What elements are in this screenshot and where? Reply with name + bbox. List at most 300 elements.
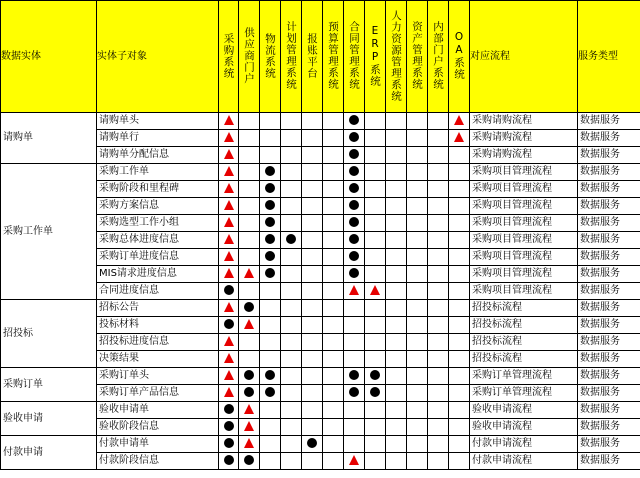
table-row xyxy=(1,436,640,453)
system-mark-cell xyxy=(344,453,365,470)
triangle-icon xyxy=(224,183,234,193)
header-system-label: 预算管理系统 xyxy=(327,21,339,90)
flow-cell: 采购项目管理流程 xyxy=(470,215,578,232)
table-row xyxy=(1,113,640,130)
dot-icon xyxy=(349,166,359,176)
system-mark-cell xyxy=(323,351,344,368)
system-mark-cell xyxy=(449,113,470,130)
system-mark-cell xyxy=(219,453,239,470)
header-system-label: 采购系统 xyxy=(222,32,235,79)
system-mark-cell xyxy=(260,266,281,283)
system-mark-cell xyxy=(323,317,344,334)
header-flow: 对应流程 xyxy=(470,1,578,113)
system-mark-cell xyxy=(344,300,365,317)
system-mark-cell xyxy=(323,436,344,453)
dot-icon xyxy=(349,387,359,397)
system-mark-cell xyxy=(260,164,281,181)
triangle-icon xyxy=(244,438,254,448)
system-mark-cell xyxy=(302,453,323,470)
system-mark-cell xyxy=(323,181,344,198)
system-mark-cell xyxy=(407,317,428,334)
system-mark-cell xyxy=(281,164,302,181)
system-mark-cell xyxy=(407,334,428,351)
dot-icon xyxy=(265,200,275,210)
system-mark-cell xyxy=(365,402,386,419)
service-type-cell: 数据服务 xyxy=(578,402,640,419)
dot-icon xyxy=(244,387,254,397)
system-mark-cell xyxy=(302,249,323,266)
system-mark-cell xyxy=(365,147,386,164)
system-mark-cell xyxy=(428,402,449,419)
table-row xyxy=(1,232,640,249)
system-mark-cell xyxy=(239,368,260,385)
service-type-cell: 数据服务 xyxy=(578,300,640,317)
system-mark-cell xyxy=(281,300,302,317)
system-mark-cell xyxy=(344,113,365,130)
sub-object-cell: 采购阶段和里程碑 xyxy=(97,181,219,198)
system-mark-cell xyxy=(365,453,386,470)
flow-cell: 招投标流程 xyxy=(470,351,578,368)
service-type-cell: 数据服务 xyxy=(578,147,640,164)
system-mark-cell xyxy=(386,402,407,419)
table-row xyxy=(1,453,640,470)
system-mark-cell xyxy=(365,317,386,334)
system-mark-cell xyxy=(428,436,449,453)
triangle-icon xyxy=(224,115,234,125)
system-mark-cell xyxy=(365,113,386,130)
system-mark-cell xyxy=(260,419,281,436)
table-row xyxy=(1,300,640,317)
sub-object-cell: 采购订单头 xyxy=(97,368,219,385)
system-mark-cell xyxy=(302,436,323,453)
system-mark-cell xyxy=(260,113,281,130)
dot-icon xyxy=(224,438,234,448)
system-mark-cell xyxy=(428,419,449,436)
system-mark-cell xyxy=(428,130,449,147)
system-mark-cell xyxy=(428,215,449,232)
system-mark-cell xyxy=(386,385,407,402)
system-mark-cell xyxy=(365,351,386,368)
system-mark-cell xyxy=(344,334,365,351)
system-mark-cell xyxy=(386,368,407,385)
system-mark-cell xyxy=(365,334,386,351)
system-mark-cell xyxy=(407,249,428,266)
triangle-icon xyxy=(454,132,464,142)
system-mark-cell xyxy=(449,300,470,317)
triangle-icon xyxy=(224,149,234,159)
dot-icon xyxy=(265,370,275,380)
system-mark-cell xyxy=(344,402,365,419)
table-row xyxy=(1,368,640,385)
entity-cell: 采购订单 xyxy=(1,368,97,402)
system-mark-cell xyxy=(219,334,239,351)
table-row xyxy=(1,164,640,181)
flow-cell: 招投标流程 xyxy=(470,300,578,317)
system-mark-cell xyxy=(365,130,386,147)
system-mark-cell xyxy=(407,147,428,164)
dot-icon xyxy=(349,217,359,227)
triangle-icon xyxy=(224,217,234,227)
system-mark-cell xyxy=(302,198,323,215)
system-mark-cell xyxy=(260,368,281,385)
dot-icon xyxy=(224,421,234,431)
system-mark-cell xyxy=(239,130,260,147)
system-mark-cell xyxy=(239,453,260,470)
header-system-label: 物流系统 xyxy=(264,32,276,79)
sub-object-cell: 验收申请单 xyxy=(97,402,219,419)
system-mark-cell xyxy=(344,266,365,283)
system-mark-cell xyxy=(386,164,407,181)
dot-icon xyxy=(224,319,234,329)
system-mark-cell xyxy=(449,334,470,351)
system-mark-cell xyxy=(386,198,407,215)
system-mark-cell xyxy=(302,334,323,351)
system-mark-cell xyxy=(428,334,449,351)
sub-object-cell: 采购订单进度信息 xyxy=(97,249,219,266)
sub-object-cell: 采购选型工作小组 xyxy=(97,215,219,232)
system-mark-cell xyxy=(219,436,239,453)
dot-icon xyxy=(265,268,275,278)
system-mark-cell xyxy=(219,368,239,385)
system-mark-cell xyxy=(281,130,302,147)
header-system xyxy=(449,1,470,113)
service-type-cell: 数据服务 xyxy=(578,198,640,215)
triangle-icon xyxy=(224,370,234,380)
dot-icon xyxy=(307,438,317,448)
system-mark-cell xyxy=(302,351,323,368)
system-mark-cell xyxy=(407,402,428,419)
header-system xyxy=(386,1,407,113)
header-system xyxy=(428,1,449,113)
dot-icon xyxy=(265,166,275,176)
sub-object-cell: 招投标进度信息 xyxy=(97,334,219,351)
service-type-cell: 数据服务 xyxy=(578,317,640,334)
system-mark-cell xyxy=(407,283,428,300)
system-mark-cell xyxy=(428,368,449,385)
system-mark-cell xyxy=(344,164,365,181)
system-mark-cell xyxy=(219,147,239,164)
service-type-cell: 数据服务 xyxy=(578,334,640,351)
entity-cell: 采购工作单 xyxy=(1,164,97,300)
system-mark-cell xyxy=(428,385,449,402)
system-mark-cell xyxy=(281,368,302,385)
sub-object-cell: 招标公告 xyxy=(97,300,219,317)
system-mark-cell xyxy=(407,232,428,249)
system-mark-cell xyxy=(407,453,428,470)
system-mark-cell xyxy=(344,232,365,249)
sub-object-cell: 投标材料 xyxy=(97,317,219,334)
system-mark-cell xyxy=(428,266,449,283)
system-mark-cell xyxy=(260,351,281,368)
system-mark-cell xyxy=(239,436,260,453)
system-mark-cell xyxy=(344,283,365,300)
system-mark-cell xyxy=(428,283,449,300)
system-mark-cell xyxy=(260,249,281,266)
system-mark-cell xyxy=(365,283,386,300)
system-mark-cell xyxy=(281,215,302,232)
flow-cell: 采购项目管理流程 xyxy=(470,249,578,266)
system-mark-cell xyxy=(219,266,239,283)
system-mark-cell xyxy=(239,198,260,215)
sub-object-cell: 请购单分配信息 xyxy=(97,147,219,164)
system-mark-cell xyxy=(365,300,386,317)
system-mark-cell xyxy=(428,198,449,215)
service-type-cell: 数据服务 xyxy=(578,113,640,130)
system-mark-cell xyxy=(281,283,302,300)
dot-icon xyxy=(349,183,359,193)
flow-cell: 采购项目管理流程 xyxy=(470,283,578,300)
sub-object-cell: MIS请求进度信息 xyxy=(97,266,219,283)
system-mark-cell xyxy=(407,351,428,368)
table-row xyxy=(1,351,640,368)
service-type-cell: 数据服务 xyxy=(578,181,640,198)
table-row xyxy=(1,317,640,334)
system-mark-cell xyxy=(219,385,239,402)
header-service-type: 服务类型 xyxy=(578,1,640,113)
dot-icon xyxy=(244,455,254,465)
system-mark-cell xyxy=(449,232,470,249)
header-system xyxy=(281,1,302,113)
system-mark-cell xyxy=(449,130,470,147)
system-mark-cell xyxy=(239,300,260,317)
header-system-label: 合同管理系统 xyxy=(348,21,360,90)
system-mark-cell xyxy=(449,351,470,368)
header-system xyxy=(302,1,323,113)
sub-object-cell: 决策结果 xyxy=(97,351,219,368)
system-mark-cell xyxy=(323,300,344,317)
flow-cell: 采购请购流程 xyxy=(470,130,578,147)
system-mark-cell xyxy=(219,249,239,266)
dot-icon xyxy=(224,404,234,414)
sub-object-cell: 付款阶段信息 xyxy=(97,453,219,470)
system-mark-cell xyxy=(386,113,407,130)
system-mark-cell xyxy=(239,351,260,368)
sub-object-cell: 采购方案信息 xyxy=(97,198,219,215)
dot-icon xyxy=(224,455,234,465)
system-mark-cell xyxy=(407,266,428,283)
system-mark-cell xyxy=(219,198,239,215)
dot-icon xyxy=(349,234,359,244)
flow-cell: 付款申请流程 xyxy=(470,436,578,453)
system-mark-cell xyxy=(344,147,365,164)
system-mark-cell xyxy=(260,300,281,317)
system-mark-cell xyxy=(449,164,470,181)
system-mark-cell xyxy=(302,147,323,164)
table-row xyxy=(1,147,640,164)
system-mark-cell xyxy=(323,113,344,130)
system-mark-cell xyxy=(323,334,344,351)
sub-object-cell: 采购工作单 xyxy=(97,164,219,181)
system-mark-cell xyxy=(449,368,470,385)
system-mark-cell xyxy=(239,215,260,232)
system-mark-cell xyxy=(428,164,449,181)
system-mark-cell xyxy=(365,385,386,402)
system-mark-cell xyxy=(281,147,302,164)
flow-cell: 采购项目管理流程 xyxy=(470,164,578,181)
system-mark-cell xyxy=(449,283,470,300)
system-mark-cell xyxy=(428,232,449,249)
system-mark-cell xyxy=(449,249,470,266)
system-mark-cell xyxy=(302,283,323,300)
system-mark-cell xyxy=(302,130,323,147)
table-row xyxy=(1,385,640,402)
service-type-cell: 数据服务 xyxy=(578,215,640,232)
table-row xyxy=(1,402,640,419)
flow-cell: 采购项目管理流程 xyxy=(470,232,578,249)
entity-cell: 请购单 xyxy=(1,113,97,164)
table-row xyxy=(1,283,640,300)
system-mark-cell xyxy=(449,419,470,436)
system-mark-cell xyxy=(428,453,449,470)
service-type-cell: 数据服务 xyxy=(578,368,640,385)
system-mark-cell xyxy=(407,198,428,215)
system-mark-cell xyxy=(407,164,428,181)
system-mark-cell xyxy=(323,232,344,249)
system-mark-cell xyxy=(344,198,365,215)
system-mark-cell xyxy=(365,215,386,232)
system-mark-cell xyxy=(428,249,449,266)
system-mark-cell xyxy=(323,453,344,470)
system-mark-cell xyxy=(281,402,302,419)
system-mark-cell xyxy=(281,181,302,198)
system-mark-cell xyxy=(260,130,281,147)
system-mark-cell xyxy=(219,351,239,368)
system-mark-cell xyxy=(239,266,260,283)
system-mark-cell xyxy=(386,215,407,232)
triangle-icon xyxy=(370,285,380,295)
table-row xyxy=(1,249,640,266)
system-mark-cell xyxy=(449,436,470,453)
flow-cell: 采购项目管理流程 xyxy=(470,266,578,283)
system-mark-cell xyxy=(449,181,470,198)
service-type-cell: 数据服务 xyxy=(578,436,640,453)
system-mark-cell xyxy=(281,419,302,436)
triangle-icon xyxy=(349,285,359,295)
system-mark-cell xyxy=(323,249,344,266)
system-mark-cell xyxy=(302,368,323,385)
service-type-cell: 数据服务 xyxy=(578,385,640,402)
system-mark-cell xyxy=(449,453,470,470)
dot-icon xyxy=(265,234,275,244)
service-type-cell: 数据服务 xyxy=(578,419,640,436)
header-system-label: 计划管理系统 xyxy=(285,21,297,90)
dot-icon xyxy=(286,234,296,244)
system-mark-cell xyxy=(219,419,239,436)
system-mark-cell xyxy=(386,436,407,453)
header-system-label: OA系统 xyxy=(453,31,465,80)
system-mark-cell xyxy=(239,334,260,351)
system-mark-cell xyxy=(302,232,323,249)
header-system-label: 人力资源管理系统 xyxy=(390,9,402,102)
system-mark-cell xyxy=(302,181,323,198)
system-mark-cell xyxy=(407,300,428,317)
system-mark-cell xyxy=(302,402,323,419)
triangle-icon xyxy=(224,353,234,363)
system-mark-cell xyxy=(239,402,260,419)
header-entity: 数据实体 xyxy=(1,1,97,113)
flow-cell: 采购请购流程 xyxy=(470,113,578,130)
triangle-icon xyxy=(224,234,234,244)
system-mark-cell xyxy=(344,368,365,385)
system-mark-cell xyxy=(239,232,260,249)
system-mark-cell xyxy=(407,419,428,436)
header-system-label: 资产管理系统 xyxy=(411,21,423,90)
triangle-icon xyxy=(224,302,234,312)
system-mark-cell xyxy=(323,215,344,232)
system-mark-cell xyxy=(386,147,407,164)
table-row xyxy=(1,130,640,147)
system-mark-cell xyxy=(449,198,470,215)
service-type-cell: 数据服务 xyxy=(578,164,640,181)
dot-icon xyxy=(224,285,234,295)
system-mark-cell xyxy=(281,351,302,368)
system-mark-cell xyxy=(386,283,407,300)
system-mark-cell xyxy=(260,283,281,300)
system-mark-cell xyxy=(365,164,386,181)
system-mark-cell xyxy=(239,164,260,181)
system-mark-cell xyxy=(365,436,386,453)
system-mark-cell xyxy=(386,453,407,470)
service-type-cell: 数据服务 xyxy=(578,266,640,283)
table-row xyxy=(1,181,640,198)
header-system xyxy=(344,1,365,113)
system-mark-cell xyxy=(219,317,239,334)
system-mark-cell xyxy=(386,181,407,198)
system-mark-cell xyxy=(219,283,239,300)
sub-object-cell: 请购单行 xyxy=(97,130,219,147)
system-mark-cell xyxy=(365,198,386,215)
dot-icon xyxy=(265,183,275,193)
system-mark-cell xyxy=(365,232,386,249)
system-mark-cell xyxy=(344,419,365,436)
system-mark-cell xyxy=(302,317,323,334)
system-mark-cell xyxy=(281,198,302,215)
header-system-label: ERP系统 xyxy=(369,24,381,87)
system-mark-cell xyxy=(386,232,407,249)
system-mark-cell xyxy=(386,266,407,283)
flow-cell: 采购订单管理流程 xyxy=(470,368,578,385)
system-mark-cell xyxy=(365,368,386,385)
system-mark-cell xyxy=(407,130,428,147)
system-mark-cell xyxy=(323,419,344,436)
dot-icon xyxy=(349,132,359,142)
system-mark-cell xyxy=(407,436,428,453)
system-mark-cell xyxy=(281,266,302,283)
system-mark-cell xyxy=(449,385,470,402)
triangle-icon xyxy=(244,404,254,414)
system-mark-cell xyxy=(344,351,365,368)
header-system xyxy=(239,1,260,113)
system-mark-cell xyxy=(386,249,407,266)
header-system xyxy=(219,1,239,113)
triangle-icon xyxy=(224,387,234,397)
system-mark-cell xyxy=(323,198,344,215)
table-row xyxy=(1,419,640,436)
system-mark-cell xyxy=(407,385,428,402)
system-mark-cell xyxy=(281,317,302,334)
header-system-label: 报账平台 xyxy=(306,32,318,79)
system-mark-cell xyxy=(260,334,281,351)
system-mark-cell xyxy=(239,385,260,402)
system-mark-cell xyxy=(302,266,323,283)
dot-icon xyxy=(349,370,359,380)
dot-icon xyxy=(349,268,359,278)
system-mark-cell xyxy=(344,436,365,453)
system-mark-cell xyxy=(302,300,323,317)
header-system-label: 内部门户系统 xyxy=(432,21,444,90)
header-row xyxy=(1,1,640,113)
system-mark-cell xyxy=(302,215,323,232)
